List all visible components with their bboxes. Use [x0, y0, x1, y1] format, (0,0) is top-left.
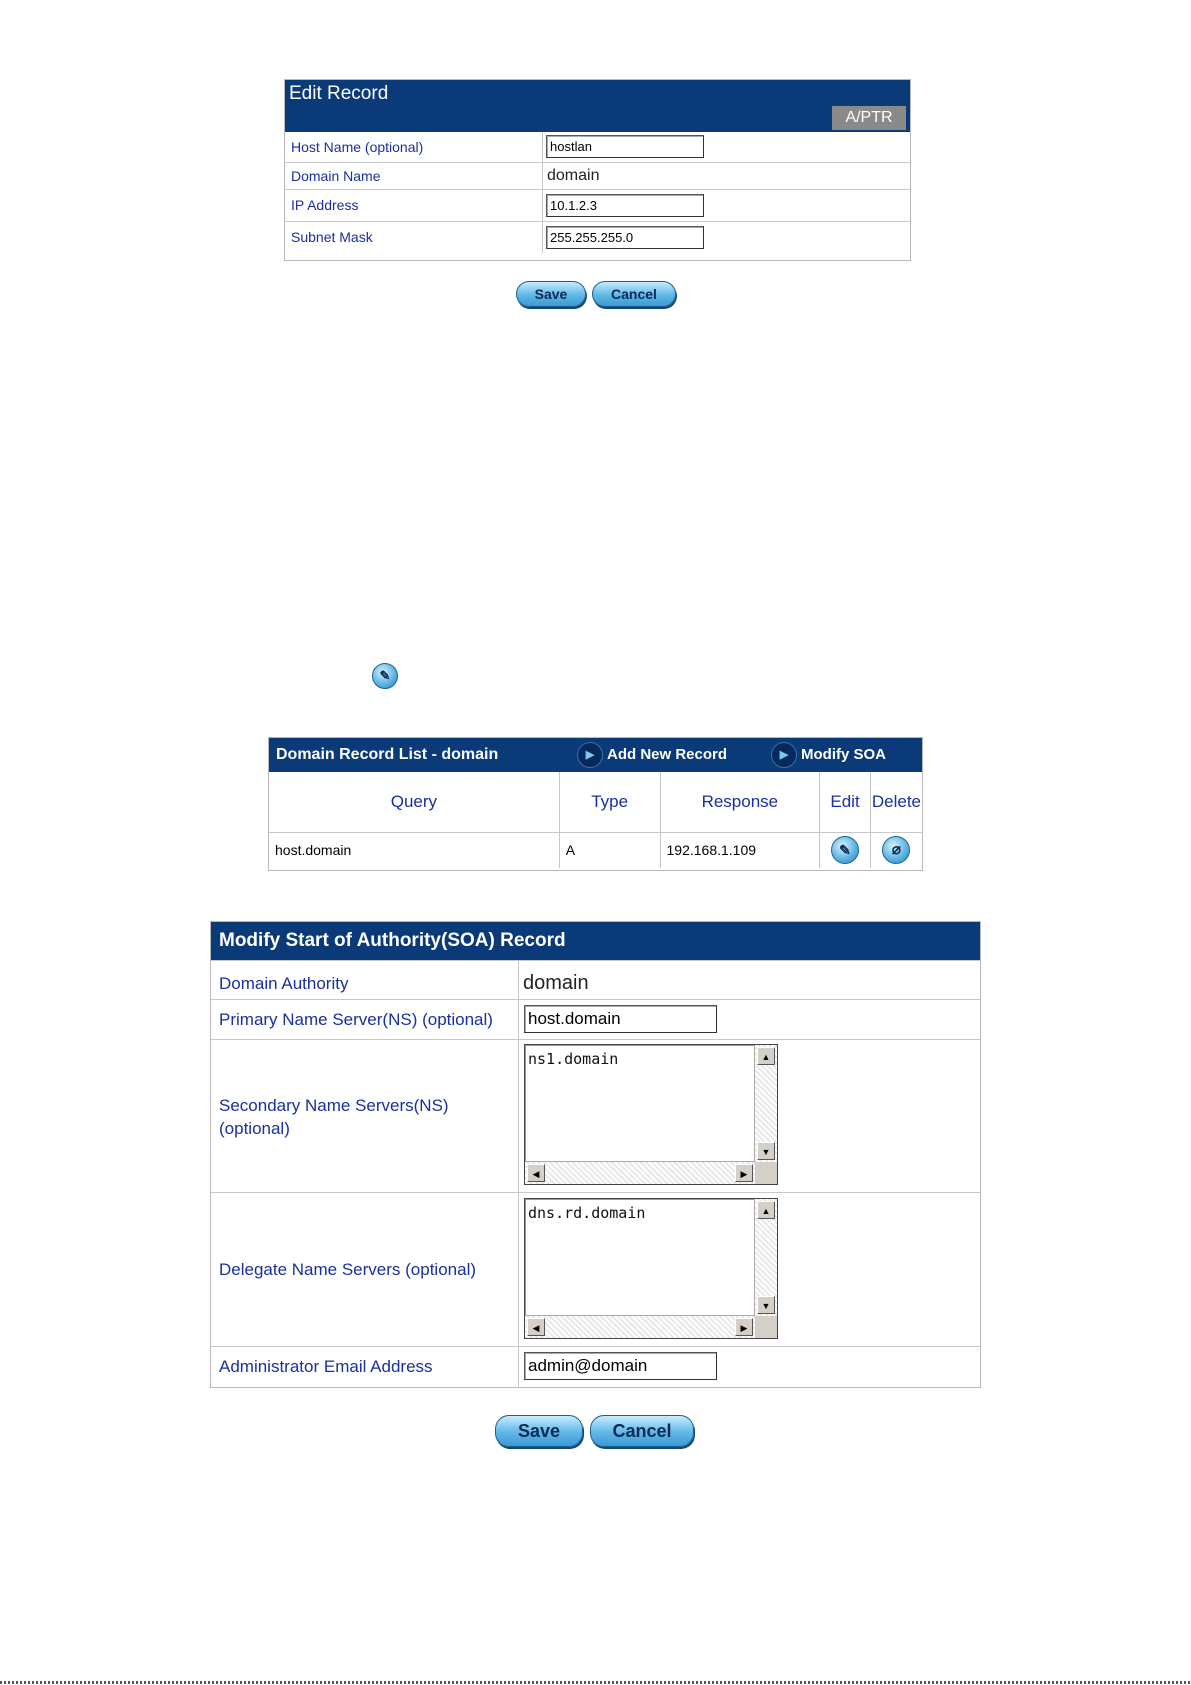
column-header-type: Type [559, 772, 660, 832]
modify-soa-label: Modify SOA [801, 746, 886, 763]
edit-record-title: Edit Record [289, 83, 389, 104]
column-header-query: Query [269, 772, 559, 832]
secondary-ns-hscroll[interactable] [525, 1161, 755, 1184]
primary-ns-input[interactable] [524, 1005, 717, 1033]
delegate-ns-hscroll[interactable] [525, 1315, 755, 1338]
record-response: 192.168.1.109 [660, 832, 820, 868]
host-name-input[interactable] [546, 135, 704, 158]
edit-record-form [285, 132, 910, 253]
delete-record-icon[interactable]: ⌀ [882, 836, 910, 864]
soa-cancel-button[interactable]: Cancel [590, 1415, 694, 1447]
domain-name-value: domain [547, 166, 600, 184]
secondary-ns-vscroll[interactable] [754, 1045, 777, 1162]
column-header-edit: Edit [820, 772, 871, 832]
soa-save-button[interactable]: Save [495, 1415, 583, 1447]
pencil-icon: ✎ [372, 663, 398, 689]
edit-record-header [285, 80, 910, 132]
primary-ns-label: Primary Name Server(NS) (optional) [219, 1010, 493, 1029]
ip-address-input[interactable] [546, 194, 704, 217]
edit-save-button[interactable]: Save [516, 281, 586, 307]
scroll-left-arrow-icon[interactable]: ◀ [527, 1318, 545, 1336]
subnet-mask-input[interactable] [546, 226, 704, 249]
page-bottom-border [0, 1681, 1191, 1684]
scroll-up-arrow-icon[interactable]: ▲ [757, 1201, 775, 1219]
domain-record-list [268, 737, 923, 871]
record-type-badge: A/PTR [832, 106, 906, 130]
host-name-label: Host Name (optional) [285, 132, 543, 162]
domain-authority-value: domain [523, 972, 589, 994]
column-header-response: Response [660, 772, 820, 832]
secondary-ns-textarea[interactable] [524, 1044, 778, 1185]
scroll-down-arrow-icon[interactable]: ▼ [757, 1142, 775, 1160]
scroll-up-arrow-icon[interactable]: ▲ [757, 1047, 775, 1065]
record-table-header-row [269, 772, 922, 832]
play-arrow-icon: ▶ [771, 742, 797, 768]
soa-header [211, 922, 980, 960]
domain-authority-label: Domain Authority [219, 974, 349, 993]
scroll-left-arrow-icon[interactable]: ◀ [527, 1164, 545, 1182]
modify-soa-panel [210, 921, 981, 1388]
edit-record-panel [284, 79, 911, 261]
record-list-title: Domain Record List - domain [276, 746, 499, 763]
admin-email-label: Administrator Email Address [219, 1357, 433, 1376]
subnet-mask-label: Subnet Mask [285, 221, 543, 253]
edit-cancel-button[interactable]: Cancel [592, 281, 676, 307]
delegate-ns-vscroll[interactable] [754, 1199, 777, 1316]
record-list-header [269, 738, 922, 772]
scroll-right-arrow-icon[interactable]: ▶ [735, 1318, 753, 1336]
record-type: A [559, 832, 660, 868]
column-header-delete: Delete [871, 791, 921, 811]
add-new-record-label: Add New Record [607, 746, 728, 763]
scroll-corner [755, 1162, 777, 1184]
delegate-ns-text: dns.rd.domain [528, 1204, 646, 1222]
scroll-right-arrow-icon[interactable]: ▶ [735, 1164, 753, 1182]
secondary-ns-text: ns1.domain [528, 1050, 619, 1068]
record-query: host.domain [269, 832, 559, 868]
table-row [269, 832, 922, 868]
admin-email-input[interactable] [524, 1352, 717, 1380]
delegate-ns-label: Delegate Name Servers (optional) [219, 1260, 477, 1279]
modify-soa-link[interactable] [771, 742, 886, 768]
secondary-ns-label: Secondary Name Servers(NS) (optional) [219, 1096, 449, 1138]
record-table [269, 772, 922, 868]
ip-address-label: IP Address [285, 189, 543, 221]
delegate-ns-textarea[interactable] [524, 1198, 778, 1339]
add-new-record-link[interactable] [577, 742, 727, 768]
domain-name-label: Domain Name [285, 162, 543, 189]
play-arrow-icon: ▶ [577, 742, 603, 768]
scroll-down-arrow-icon[interactable]: ▼ [757, 1296, 775, 1314]
scroll-corner [755, 1316, 777, 1338]
edit-record-icon[interactable]: ✎ [831, 836, 859, 864]
soa-title: Modify Start of Authority(SOA) Record [219, 930, 566, 951]
